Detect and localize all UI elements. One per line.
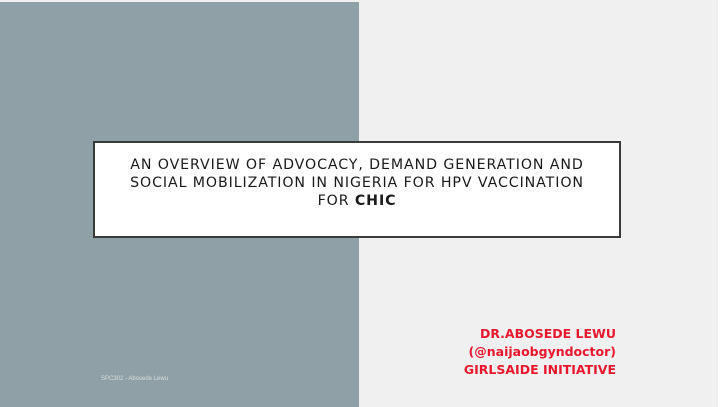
author-handle: (@naijaobgyndoctor) <box>468 344 616 359</box>
author-organization: GIRLSAIDE INITIATIVE <box>463 362 616 377</box>
author-name: DR.ABOSEDE LEWU <box>479 326 616 341</box>
right-edge-strip <box>718 0 722 407</box>
title-line-3 <box>95 192 619 210</box>
title-line-2: SOCIAL MOBILIZATION IN NIGERIA FOR HPV VACCINATION <box>130 175 584 191</box>
author-block <box>464 325 616 379</box>
title-line-3-bold: CHIC <box>354 193 397 209</box>
slide-footer: SPC302 - Abosede Lewu <box>101 376 169 382</box>
title-box <box>93 141 621 238</box>
title-line-1: AN OVERVIEW OF ADVOCACY, DEMAND GENERATION AND <box>130 157 584 173</box>
slide-title <box>95 156 619 210</box>
title-line-3-prefix: FOR <box>317 193 355 209</box>
